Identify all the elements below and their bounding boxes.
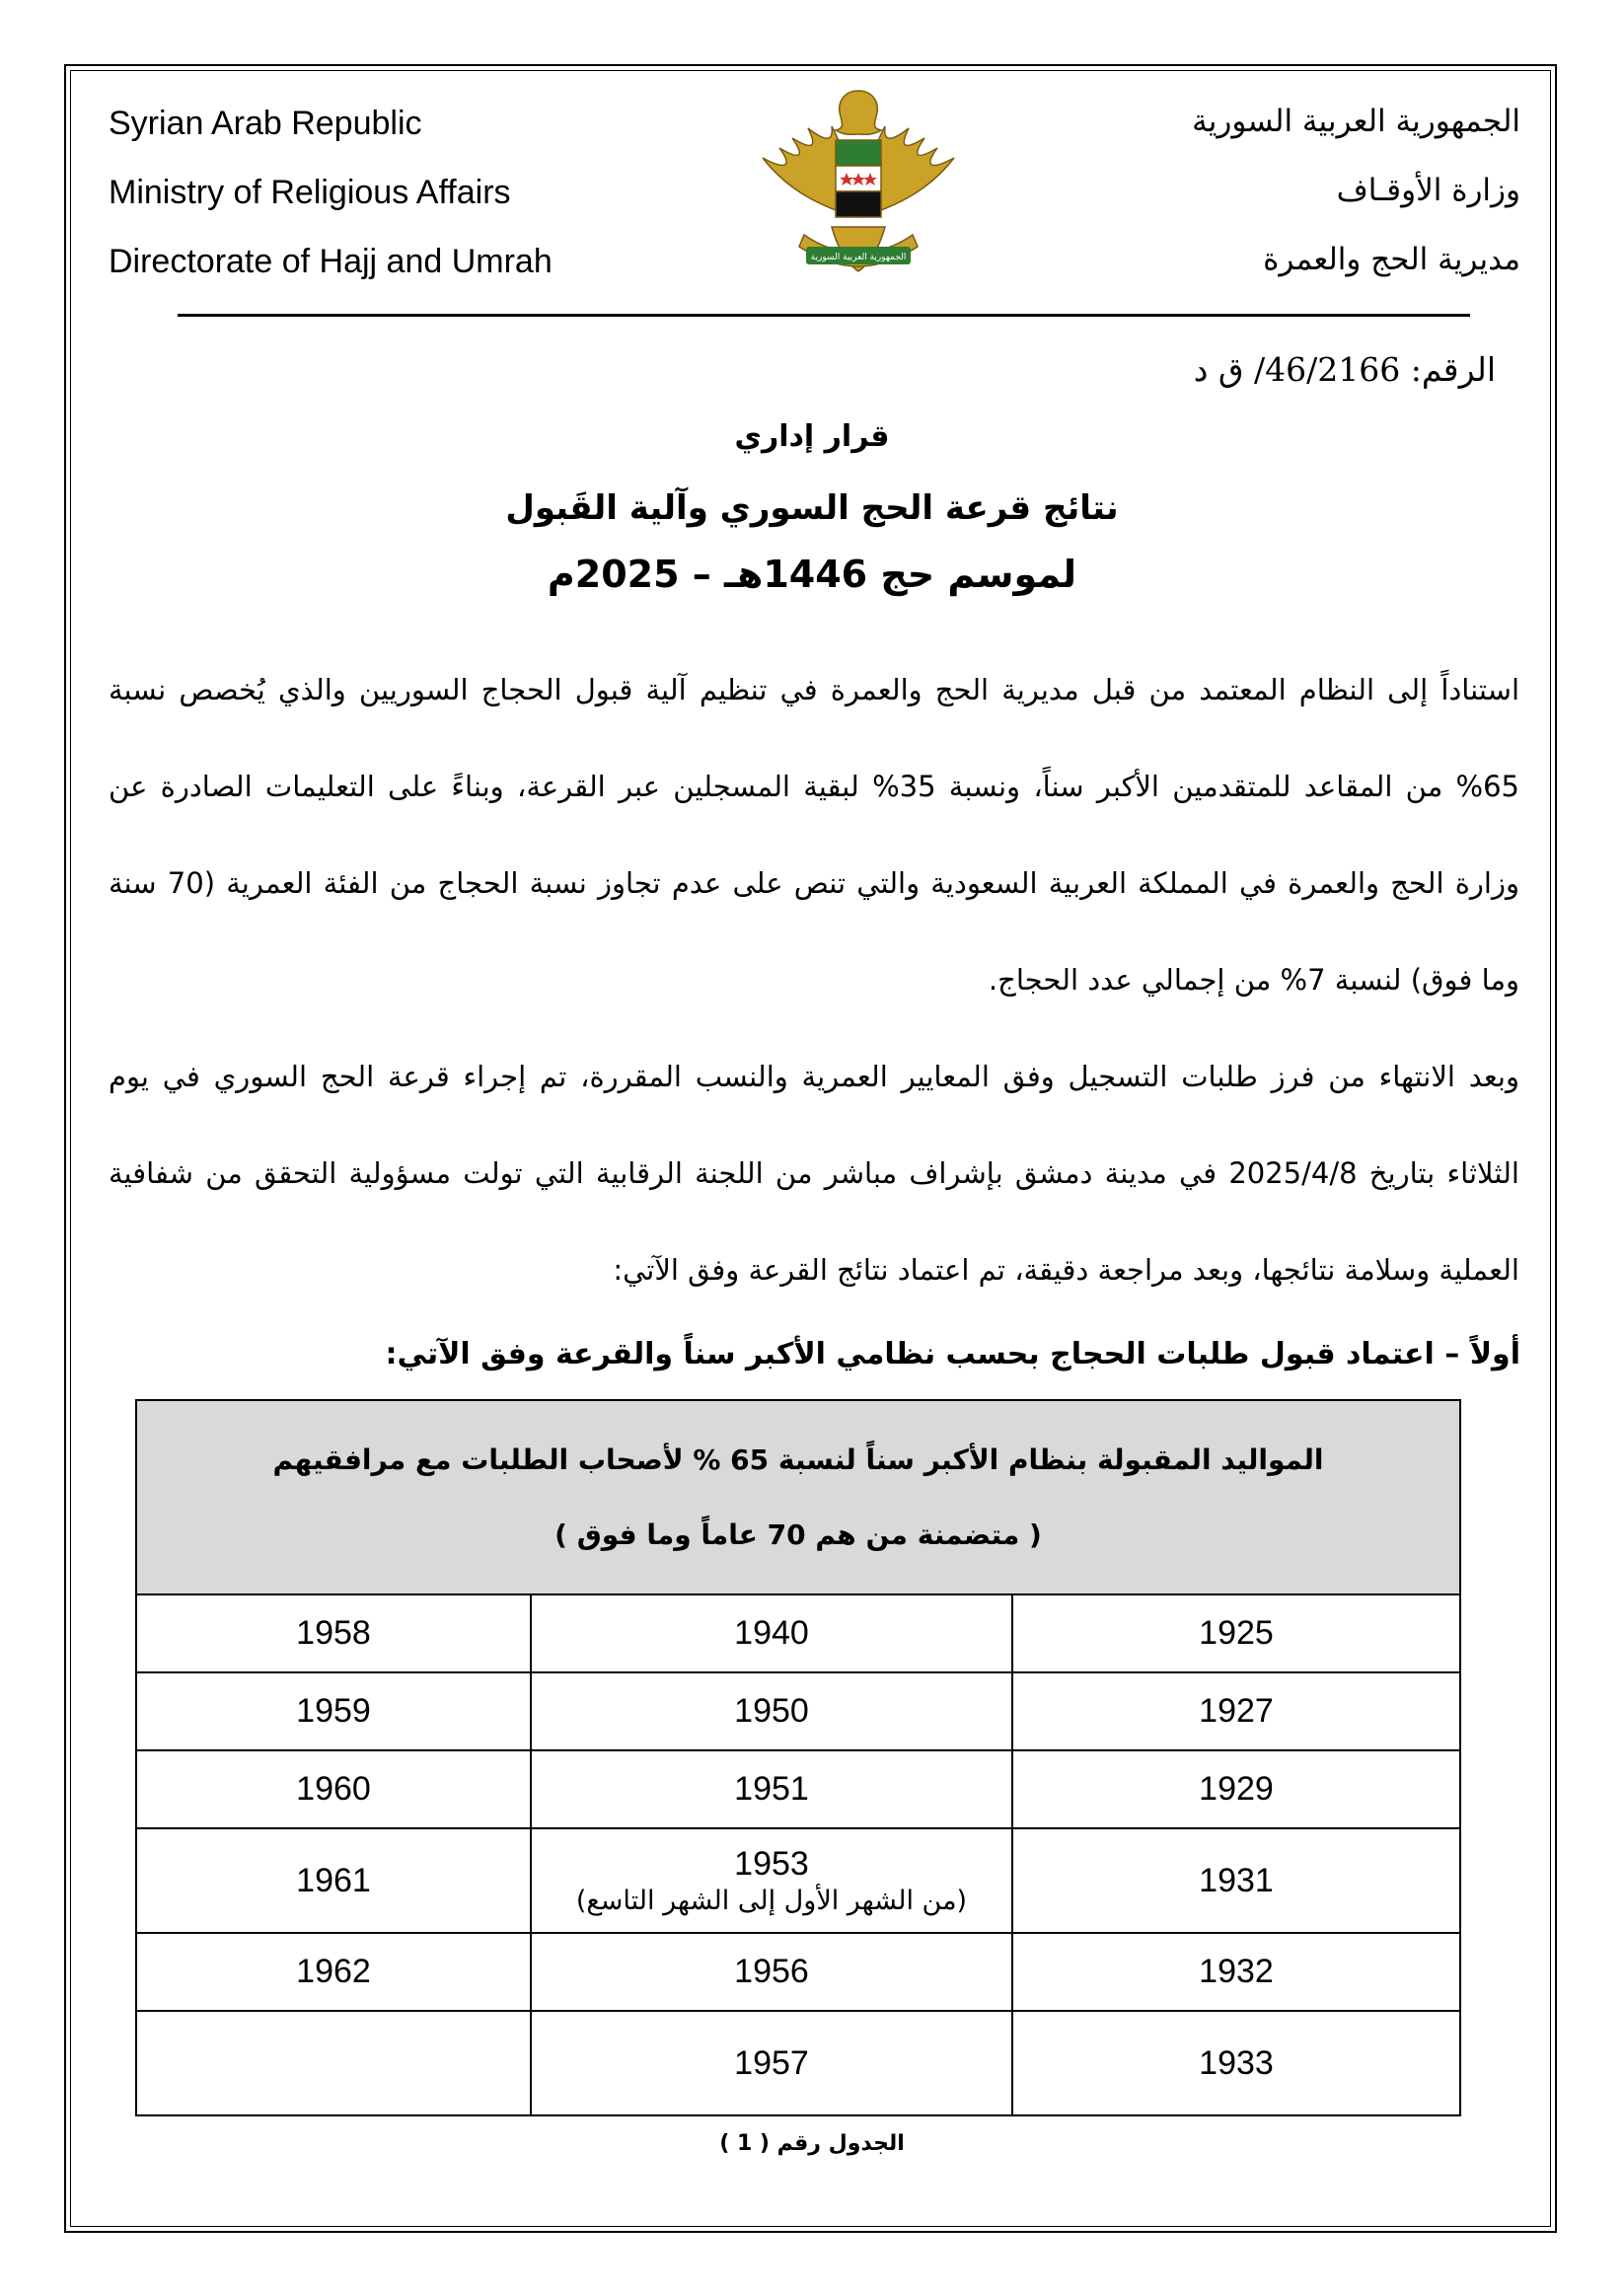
table-cell: 1962 <box>136 1933 531 2011</box>
table-cell: 1929 <box>1012 1750 1460 1828</box>
section-first-heading: أولاً – اعتماد قبول طلبات الحجاج بحسب نظامي الأكبر سناً والقرعة وفق الآتي: <box>385 1337 1520 1371</box>
table-cell: 1957 <box>531 2011 1012 2115</box>
season-title: لموسم حج 1446هـ – 2025م <box>547 553 1077 596</box>
header-en-ministry: Ministry of Religious Affairs <box>109 174 511 211</box>
header-ar-ministry: وزارة الأوقـاف <box>1336 173 1520 208</box>
reference-number: الرقم: 46/2166/ ق د <box>1193 350 1496 389</box>
header-ar-country: الجمهورية العربية السورية <box>1192 104 1520 139</box>
table-row <box>136 1828 1460 1933</box>
table-row <box>136 1933 1460 2011</box>
decision-title: قرار إداري <box>734 419 890 454</box>
table-header <box>136 1400 1460 1594</box>
table-cell-year: 1953 <box>734 1845 809 1884</box>
table-cell: 1940 <box>531 1594 1012 1672</box>
header-ar-directorate: مديرية الحج والعمرة <box>1263 242 1520 277</box>
header-en-country: Syrian Arab Republic <box>109 105 422 142</box>
body-paragraph-2: وبعد الانتهاء من فرز طلبات التسجيل وفق المعايير العمرية والنسب المقررة، تم إجراء قرعة الحج السوري في يوم الثلاثاء بتاريخ 2025/4/8 في مدينة دمشق بإشراف مباشر من اللجنة الرقابية التي تولت مسؤولية التحقق من شفافية العملية وسلامة نتائجها، وبعد مراجعة دقيقة، تم اعتماد نتائج القرعة وفق الآتي: <box>109 1060 1519 1287</box>
table-row <box>136 1750 1460 1828</box>
table-cell: 1927 <box>1012 1672 1460 1750</box>
table-cell-note: (من الشهر الأول إلى الشهر التاسع) <box>575 1886 968 1917</box>
eagle-emblem-icon <box>745 79 972 291</box>
table-row <box>136 1594 1460 1672</box>
table-cell: 1960 <box>136 1750 531 1828</box>
table-cell: 1958 <box>136 1594 531 1672</box>
table-cell: 1933 <box>1012 2011 1460 2115</box>
table-header-line-2: ( متضمنة من هم 70 عاماً وما فوق ) <box>554 1518 1042 1551</box>
table-row <box>136 2011 1460 2115</box>
table-header-line-1: المواليد المقبولة بنظام الأكبر سناً لنسبة 65 % لأصحاب الطلبات مع مرافقيهم <box>272 1443 1324 1476</box>
body-text <box>109 641 1519 1318</box>
table-cell <box>136 2011 531 2115</box>
table-cell: 1932 <box>1012 1933 1460 2011</box>
header-en-directorate: Directorate of Hajj and Umrah <box>109 243 553 280</box>
table-cell: 1956 <box>531 1933 1012 2011</box>
header-arabic <box>1192 87 1520 294</box>
body-paragraph-1: استناداً إلى النظام المعتمد من قبل مديرية الحج والعمرة في تنظيم آلية قبول الحجاج السوريين والذي يُخصص نسبة 65% من المقاعد للمتقدمين الأكبر سناً، ونسبة 35% لبقية المسجلين عبر القرعة، وبناءً على التعليمات الصادرة عن وزارة الحج والعمرة في المملكة العربية السعودية والتي تنص على عدم تجاوز نسبة الحجاج من الفئة العمرية (70 سنة وما فوق) لنسبة 7% من إجمالي عدد الحجاج. <box>109 673 1520 997</box>
table-header-row <box>136 1400 1460 1594</box>
birth-years-table <box>135 1399 1461 2116</box>
subject-title: نتائج قرعة الحج السوري وآلية القَبول <box>505 488 1119 528</box>
table-caption: الجدول رقم ( 1 ) <box>719 2131 905 2156</box>
table-cell: 1959 <box>136 1672 531 1750</box>
table-cell-with-note <box>531 1828 1012 1933</box>
header-english <box>109 89 553 296</box>
table-row <box>136 1672 1460 1750</box>
table-cell: 1931 <box>1012 1828 1460 1933</box>
emblem-ribbon-text: الجمهورية العربية السورية <box>810 253 907 262</box>
header-divider <box>178 314 1470 317</box>
table-cell: 1925 <box>1012 1594 1460 1672</box>
table-cell: 1951 <box>531 1750 1012 1828</box>
table-cell: 1950 <box>531 1672 1012 1750</box>
table-cell: 1961 <box>136 1828 531 1933</box>
